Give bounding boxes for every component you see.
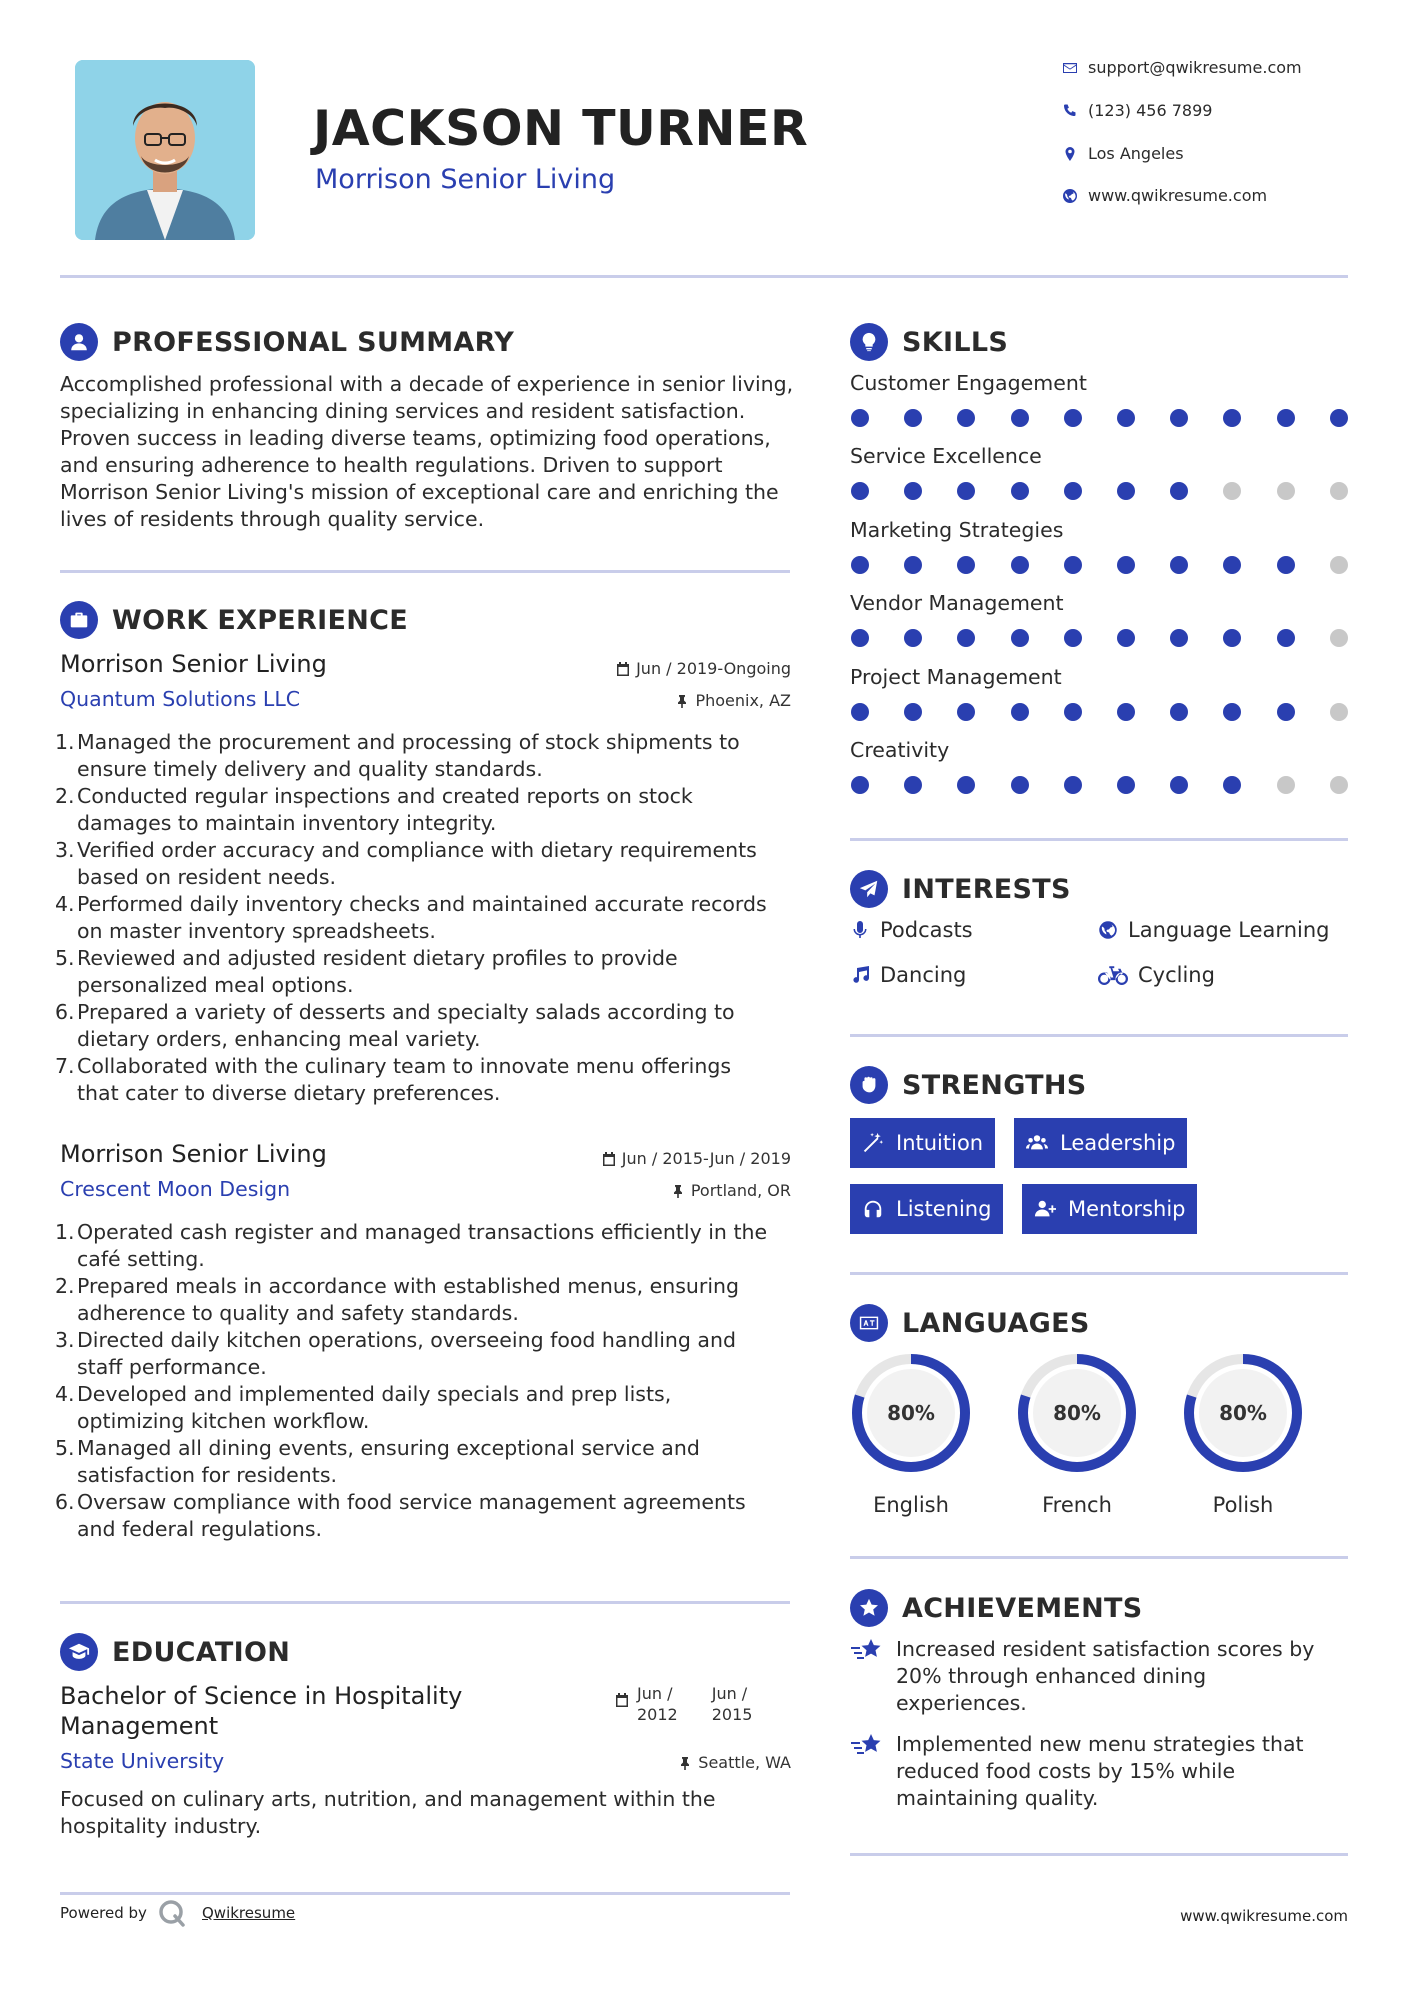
job-2-duties — [55, 1219, 800, 1543]
list-item: 2. Prepared meals in accordance with established menus, ensuring adherence to quality and safety standards. — [55, 1274, 740, 1325]
calendar-icon — [602, 1152, 616, 1166]
summary-title: PROFESSIONAL SUMMARY — [112, 326, 515, 358]
achievement-item — [850, 1636, 1340, 1717]
rating-dot-filled — [1117, 556, 1135, 574]
rating-dot-filled — [1330, 409, 1348, 427]
rating-dot-empty — [1223, 482, 1241, 500]
strength-label: Mentorship — [1068, 1197, 1186, 1221]
skill-rating — [851, 629, 1351, 647]
job-1-date-text: Jun / 2019-Ongoing — [636, 659, 791, 678]
rating-dot-filled — [1223, 629, 1241, 647]
rating-dot-filled — [1170, 703, 1188, 721]
degree-title: Bachelor of Science in Hospitality Management — [60, 1682, 463, 1740]
education-heading — [60, 1633, 290, 1671]
header-divider — [60, 275, 1348, 278]
rating-dot-filled — [904, 629, 922, 647]
rating-dot-filled — [1117, 409, 1135, 427]
shooting-star-icon — [850, 1638, 884, 1664]
education-dates — [615, 1683, 752, 1725]
headphones-icon — [862, 1198, 884, 1220]
raised-fist-icon — [850, 1066, 888, 1104]
work-divider — [60, 1601, 790, 1604]
skill-name: Vendor Management — [850, 591, 1064, 616]
list-item: 6. Prepared a variety of desserts and specialty salads according to dietary orders, enhancing meal variety. — [55, 1000, 735, 1051]
language-card-icon — [850, 1304, 888, 1342]
job-1-title: Morrison Senior Living — [60, 650, 327, 678]
strength-chip-listening — [850, 1184, 1003, 1234]
job-2-date — [602, 1149, 791, 1168]
strength-chip-intuition — [850, 1118, 995, 1168]
contact-email — [1052, 58, 1302, 77]
list-item: 5. Reviewed and adjusted resident dietary profiles to provide personalized meal options. — [55, 946, 678, 997]
interest-language-learning — [1098, 918, 1329, 942]
education-start-date: Jun / 2012 — [637, 1684, 678, 1724]
rating-dot-filled — [957, 629, 975, 647]
qwikresume-logo-icon — [157, 1898, 187, 1928]
map-marker-icon — [1052, 146, 1088, 162]
language-name: French — [1042, 1493, 1112, 1517]
skill-rating — [851, 556, 1351, 574]
qwikresume-link[interactable]: Qwikresume — [202, 1904, 296, 1922]
achievement-text: Increased resident satisfaction scores by 20% through enhanced dining experiences. — [896, 1637, 1315, 1715]
rating-dot-filled — [1277, 703, 1295, 721]
rating-dot-filled — [851, 556, 869, 574]
skill-name: Customer Engagement — [850, 371, 1087, 395]
skill-rating — [851, 703, 1351, 721]
list-item: 1. Managed the procurement and processing of stock shipments to ensure timely delivery and quality standards. — [55, 730, 740, 781]
rating-dot-empty — [1277, 482, 1295, 500]
graduation-cap-icon — [60, 1633, 98, 1671]
strengths-divider — [850, 1272, 1348, 1275]
education-text: Focused on culinary arts, nutrition, and management within the hospitality industry. — [60, 1787, 716, 1838]
candidate-name: JACKSON TURNER — [313, 100, 809, 157]
skills-title: SKILLS — [902, 326, 1009, 358]
language-item — [1181, 1351, 1305, 1517]
languages-title: LANGUAGES — [902, 1307, 1090, 1339]
language-percent: 80% — [1219, 1401, 1267, 1425]
rating-dot-filled — [904, 776, 922, 794]
rating-dot-empty — [1277, 776, 1295, 794]
footer-website[interactable]: www.qwikresume.com — [1180, 1907, 1348, 1925]
interest-label: Podcasts — [880, 918, 973, 942]
interest-label: Cycling — [1138, 963, 1215, 987]
rating-dot-filled — [1064, 409, 1082, 427]
language-name: Polish — [1212, 1493, 1274, 1517]
rating-dot-filled — [904, 482, 922, 500]
skill-name: Service Excellence — [850, 444, 1042, 469]
contact-website-text: www.qwikresume.com — [1088, 186, 1268, 205]
language-name: English — [873, 1493, 949, 1517]
user-icon — [60, 323, 98, 361]
rating-dot-filled — [1277, 409, 1295, 427]
rating-dot-filled — [957, 482, 975, 500]
strength-label: Listening — [896, 1197, 992, 1221]
contact-website — [1052, 186, 1267, 205]
profile-photo-illustration — [75, 60, 255, 240]
microphone-icon — [850, 920, 870, 940]
interests-title: INTERESTS — [902, 873, 1071, 905]
user-plus-icon — [1034, 1198, 1056, 1220]
globe-icon — [1098, 920, 1118, 940]
powered-by-label: Powered by — [60, 1904, 147, 1922]
contact-phone-text: (123) 456 7899 — [1088, 101, 1213, 120]
skill-name: Project Management — [850, 664, 1062, 689]
strength-label: Intuition — [896, 1131, 984, 1155]
strengths-title: STRENGTHS — [902, 1069, 1087, 1101]
education-end-date: Jun / 2015 — [711, 1684, 753, 1724]
contact-location-text: Los Angeles — [1088, 144, 1184, 163]
language-item — [1015, 1351, 1139, 1517]
achievements-divider — [850, 1853, 1348, 1856]
rating-dot-filled — [957, 556, 975, 574]
rating-dot-filled — [851, 629, 869, 647]
rating-dot-filled — [1170, 482, 1188, 500]
rating-dot-filled — [1223, 409, 1241, 427]
interest-label: Language Learning — [1128, 918, 1330, 942]
skill-rating — [851, 776, 1351, 794]
users-icon — [1026, 1132, 1048, 1154]
rating-dot-filled — [1170, 556, 1188, 574]
contact-email-text: support@qwikresume.com — [1088, 58, 1302, 77]
skill-name: Marketing Strategies — [850, 517, 1064, 542]
rating-dot-filled — [957, 703, 975, 721]
rating-dot-filled — [1011, 482, 1029, 500]
rating-dot-filled — [1277, 556, 1295, 574]
profile-photo — [75, 60, 255, 240]
rating-dot-filled — [1277, 629, 1295, 647]
education-divider — [60, 1892, 790, 1895]
rating-dot-filled — [957, 776, 975, 794]
phone-icon — [1052, 103, 1088, 119]
summary-heading — [60, 323, 514, 361]
rating-dot-empty — [1330, 776, 1348, 794]
briefcase-icon — [60, 601, 98, 639]
rating-dot-filled — [851, 703, 869, 721]
interest-label: Dancing — [880, 963, 967, 987]
list-item: 5. Managed all dining events, ensuring exceptional service and satisfaction for residents. — [55, 1436, 700, 1487]
rating-dot-filled — [1064, 629, 1082, 647]
pushpin-icon — [671, 1184, 685, 1198]
rating-dot-filled — [1223, 556, 1241, 574]
rating-dot-filled — [1064, 776, 1082, 794]
list-item: 7. Collaborated with the culinary team to innovate menu offerings that cater to diverse dietary preferences. — [55, 1054, 732, 1105]
strengths-heading — [850, 1066, 1087, 1104]
paper-plane-icon — [850, 870, 888, 908]
work-heading — [60, 601, 408, 639]
contact-location — [1052, 144, 1184, 163]
education-location-text: Seattle, WA — [698, 1753, 791, 1772]
job-1-location — [675, 691, 791, 710]
rating-dot-filled — [1170, 629, 1188, 647]
rating-dot-empty — [1330, 629, 1348, 647]
rating-dot-filled — [904, 409, 922, 427]
globe-icon — [1052, 188, 1088, 204]
language-percent: 80% — [887, 1401, 935, 1425]
strength-chip-mentorship — [1022, 1184, 1197, 1234]
pushpin-icon — [675, 694, 689, 708]
job-2-date-text: Jun / 2015-Jun / 2019 — [621, 1149, 791, 1168]
skill-rating — [851, 482, 1351, 500]
skill-name: Creativity — [850, 738, 950, 762]
magic-wand-icon — [862, 1132, 884, 1154]
rating-dot-filled — [1064, 482, 1082, 500]
list-item: 4. Developed and implemented daily specials and prep lists, optimizing kitchen workflow. — [55, 1382, 672, 1433]
achievements-heading — [850, 1589, 1143, 1627]
calendar-icon — [616, 662, 630, 676]
bicycle-icon — [1098, 965, 1128, 985]
strength-chip-leadership — [1014, 1118, 1187, 1168]
rating-dot-filled — [1170, 776, 1188, 794]
rating-dot-filled — [1011, 556, 1029, 574]
school-name: State University — [60, 1749, 225, 1773]
achievement-text: Implemented new menu strategies that reduced food costs by 15% while maintaining quality. — [896, 1732, 1304, 1810]
skills-heading — [850, 323, 1008, 361]
rating-dot-filled — [1117, 703, 1135, 721]
job-2-location — [671, 1181, 791, 1200]
languages-divider — [850, 1556, 1348, 1559]
job-2-company: Crescent Moon Design — [60, 1177, 291, 1201]
language-item — [849, 1351, 973, 1517]
rating-dot-filled — [1170, 409, 1188, 427]
job-1-location-text: Phoenix, AZ — [695, 691, 791, 710]
list-item: 4. Performed daily inventory checks and maintained accurate records on master inventory spreadsheets. — [55, 892, 767, 943]
rating-dot-filled — [1011, 776, 1029, 794]
rating-dot-filled — [851, 409, 869, 427]
rating-dot-filled — [1117, 776, 1135, 794]
star-badge-icon — [850, 1589, 888, 1627]
interests-heading — [850, 870, 1071, 908]
rating-dot-filled — [1011, 629, 1029, 647]
skill-rating — [851, 409, 1351, 427]
education-title: EDUCATION — [112, 1636, 291, 1668]
job-1-duties — [55, 729, 800, 1107]
rating-dot-empty — [1330, 482, 1348, 500]
interest-podcasts — [850, 918, 973, 942]
contact-phone — [1052, 101, 1212, 120]
job-2-title: Morrison Senior Living — [60, 1140, 327, 1168]
language-percent: 80% — [1053, 1401, 1101, 1425]
rating-dot-filled — [904, 703, 922, 721]
rating-dot-filled — [1064, 703, 1082, 721]
list-item: 6. Oversaw compliance with food service management agreements and federal regulations. — [55, 1490, 746, 1541]
music-note-icon — [850, 965, 870, 985]
rating-dot-filled — [1223, 703, 1241, 721]
rating-dot-filled — [1064, 556, 1082, 574]
achievements-title: ACHIEVEMENTS — [902, 1592, 1143, 1624]
interests-divider — [850, 1034, 1348, 1037]
job-1-company: Quantum Solutions LLC — [60, 687, 301, 711]
rating-dot-filled — [851, 776, 869, 794]
interest-dancing — [850, 963, 966, 987]
rating-dot-filled — [957, 409, 975, 427]
achievement-item — [850, 1731, 1340, 1812]
candidate-tagline: Morrison Senior Living — [315, 164, 616, 195]
rating-dot-filled — [904, 556, 922, 574]
calendar-icon — [615, 1693, 629, 1707]
rating-dot-filled — [1011, 409, 1029, 427]
summary-divider — [60, 570, 790, 573]
shooting-star-icon — [850, 1733, 884, 1759]
skills-divider — [850, 838, 1348, 841]
education-location — [678, 1753, 791, 1772]
list-item: 1. Operated cash register and managed transactions efficiently in the café setting. — [55, 1220, 768, 1271]
job-2-location-text: Portland, OR — [690, 1181, 791, 1200]
rating-dot-filled — [1011, 703, 1029, 721]
list-item: 3. Verified order accuracy and compliance with dietary requirements based on resident needs. — [55, 838, 757, 889]
interest-cycling — [1098, 963, 1215, 987]
rating-dot-empty — [1330, 703, 1348, 721]
rating-dot-empty — [1330, 556, 1348, 574]
languages-heading — [850, 1304, 1090, 1342]
list-item: 2. Conducted regular inspections and created reports on stock damages to maintain inventory integrity. — [55, 784, 693, 835]
rating-dot-filled — [1117, 482, 1135, 500]
job-1-date — [616, 659, 791, 678]
pushpin-icon — [678, 1756, 692, 1770]
list-item: 3. Directed daily kitchen operations, overseeing food handling and staff performance. — [55, 1328, 736, 1379]
rating-dot-filled — [1117, 629, 1135, 647]
envelope-icon — [1052, 60, 1088, 76]
summary-text: Accomplished professional with a decade of experience in senior living, specializing in enhancing dining services and resident satisfaction. Proven success in leading diverse teams, optimizing food operations, and ensuring adherence to health regulations. Driven to support Morrison Senior Living's mission of exceptional care and enriching the lives of residents through quality service. — [60, 372, 794, 531]
rating-dot-filled — [1223, 776, 1241, 794]
lightbulb-icon — [850, 323, 888, 361]
work-title: WORK EXPERIENCE — [112, 604, 408, 636]
rating-dot-filled — [851, 482, 869, 500]
strength-label: Leadership — [1060, 1131, 1176, 1155]
